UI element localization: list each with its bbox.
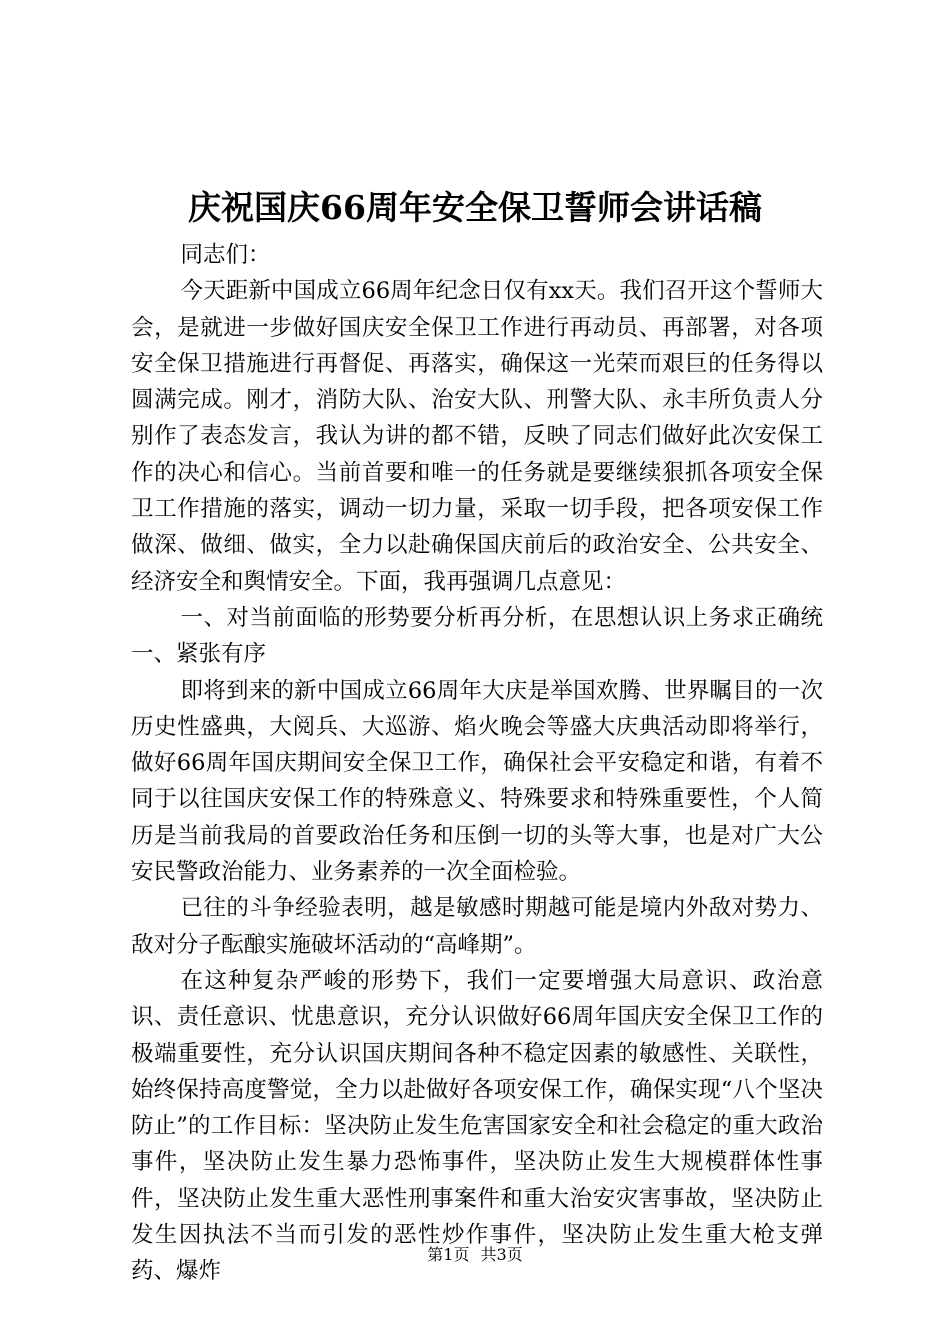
paragraph: 已往的斗争经验表明，越是敏感时期越可能是境内外敌对势力、敌对分子酝酿实施破坏活动的“高峰期”。 [131,895,823,958]
document-body [131,237,823,1290]
page-total: 共3页 [480,1245,523,1264]
paragraph: 在这种复杂严峻的形势下，我们一定要增强大局意识、政治意识、责任意识、忧患意识，充分认识做好66周年国庆安全保卫工作的极端重要性，充分认识国庆期间各种不稳定因素的敏感性、关联性，始终保持高度警觉，全力以赴做好各项安保工作，确保实现“八个坚决防止”的工作目标：坚决防止发生危害国家安全和社会稳定的重大政治事件，坚决防止发生暴力恐怖事件，坚决防止发生大规模群体性事件，坚决防止发生重大恶性刑事案件和重大治安灾害事故，坚决防止发生因执法不当而引发的恶性炒作事件，坚决防止发生重大枪支弹药、爆炸 [131,967,823,1285]
document-title: 庆祝国庆66周年安全保卫誓师会讲话稿 [188,188,762,227]
section-heading: 一、对当前面临的形势要分析再分析，在思想认识上务求正确统一、紧张有序 [131,604,823,668]
page-number: 第1页 [427,1245,470,1264]
paragraph: 即将到来的新中国成立66周年大庆是举国欢腾、世界瞩目的一次历史性盛典，大阅兵、大巡游、焰火晚会等盛大庆典活动即将举行，做好66周年国庆期间安全保卫工作，确保社会平安稳定和谐，有着不同于以往国庆安保工作的特殊意义、特殊要求和特殊重要性，个人简历是当前我局的首要政治任务和压倒一切的头等大事，也是对广大公安民警政治能力、业务素养的一次全面检验。 [131,677,823,886]
page-footer [0,1243,950,1267]
salutation: 同志们： [180,242,271,268]
paragraph: 今天距新中国成立66周年纪念日仅有xx天。我们召开这个誓师大会，是就进一步做好国庆安全保卫工作进行再动员、再部署，对各项安全保卫措施进行再督促、再落实，确保这一光荣而艰巨的任务得以圆满完成。刚才，消防大队、治安大队、刑警大队、永丰所负责人分别作了表态发言，我认为讲的都不错，反映了同志们做好此次安保工作的决心和信心。当前首要和唯一的任务就是要继续狠抓各项安全保卫工作措施的落实，调动一切力量，采取一切手段，把各项安保工作做深、做细、做实，全力以赴确保国庆前后的政治安全、公共安全、经济安全和舆情安全。下面，我再强调几点意见： [131,278,823,595]
